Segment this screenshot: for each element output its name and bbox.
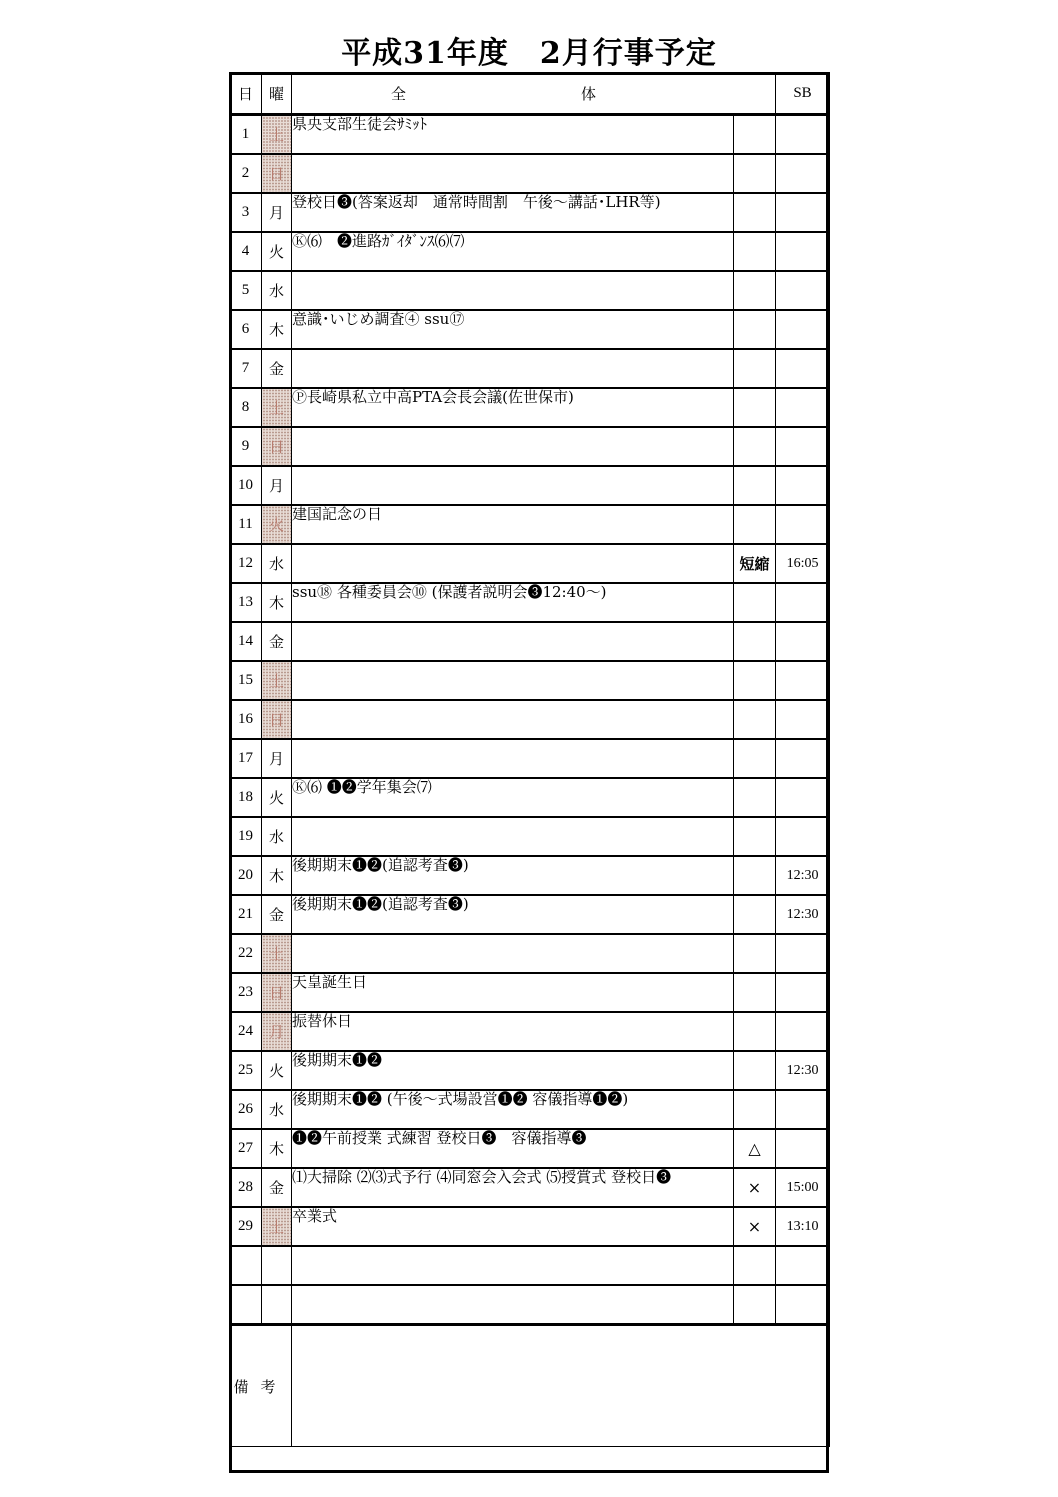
day-number: 12	[230, 544, 262, 583]
day-number: 9	[230, 427, 262, 466]
day-number: 14	[230, 622, 262, 661]
weekday-cell: 土	[262, 661, 292, 700]
weekday-cell: 金	[262, 622, 292, 661]
day-number: 5	[230, 271, 262, 310]
sb-time-cell: 12:30	[776, 895, 830, 934]
weekday-cell: 金	[262, 895, 292, 934]
weekday-cell: 月	[262, 193, 292, 232]
event-cell: ⑴大掃除 ⑵⑶式予行 ⑷同窓会入会式 ⑸授賞式 登校日❸	[292, 1168, 734, 1207]
day-number: 27	[230, 1129, 262, 1168]
weekday-cell: 土	[262, 934, 292, 973]
event-cell: Ⓟ長崎県私立中高PTA会長会議(佐世保市)	[292, 388, 734, 427]
day-number: 25	[230, 1051, 262, 1090]
event-cell: 卒業式	[292, 1207, 734, 1246]
header-weekday: 曜	[262, 73, 292, 115]
weekday-cell: 水	[262, 544, 292, 583]
day-number: 6	[230, 310, 262, 349]
weekday-cell: 水	[262, 817, 292, 856]
weekday-cell: 木	[262, 583, 292, 622]
day-number: 3	[230, 193, 262, 232]
day-number: 19	[230, 817, 262, 856]
weekday-cell: 木	[262, 310, 292, 349]
event-cell: ❶❷午前授業 式練習 登校日❸ 容儀指導❸	[292, 1129, 734, 1168]
day-number: 20	[230, 856, 262, 895]
day-number: 7	[230, 349, 262, 388]
event-cell: ssu⑱ 各種委員会⑩ (保護者説明会❸12:40～)	[292, 583, 734, 622]
mark-cell: 短縮	[734, 544, 776, 583]
sb-time-cell: 12:30	[776, 856, 830, 895]
weekday-cell: 土	[262, 1207, 292, 1246]
mark-cell: ×	[734, 1207, 776, 1246]
day-number: 10	[230, 466, 262, 505]
day-number: 18	[230, 778, 262, 817]
event-cell: Ⓚ⑹ ❶❷学年集会⑺	[292, 778, 734, 817]
weekday-cell: 月	[262, 466, 292, 505]
day-number: 28	[230, 1168, 262, 1207]
weekday-cell: 金	[262, 349, 292, 388]
weekday-cell: 月	[262, 739, 292, 778]
mark-cell: △	[734, 1129, 776, 1168]
event-cell: 後期期末❶❷(追認考査❸)	[292, 856, 734, 895]
day-number: 24	[230, 1012, 262, 1051]
day-number: 15	[230, 661, 262, 700]
table-frame	[229, 72, 829, 1473]
event-cell: 建国記念の日	[292, 505, 734, 544]
event-cell: 意識･いじめ調査④ ssu⑰	[292, 310, 734, 349]
day-number: 1	[230, 115, 262, 155]
event-cell: 後期期末❶❷	[292, 1051, 734, 1090]
weekday-cell: 土	[262, 115, 292, 155]
weekday-cell: 火	[262, 505, 292, 544]
event-cell: 後期期末❶❷(追認考査❸)	[292, 895, 734, 934]
event-cell: 後期期末❶❷ (午後～式場設営❶❷ 容儀指導❶❷)	[292, 1090, 734, 1129]
weekday-cell: 水	[262, 1090, 292, 1129]
sb-time-cell: 12:30	[776, 1051, 830, 1090]
event-cell: Ⓚ⑹ ❷進路ｶﾞｲﾀﾞﾝｽ⑹⑺	[292, 232, 734, 271]
day-number: 21	[230, 895, 262, 934]
weekday-cell: 土	[262, 388, 292, 427]
weekday-cell: 火	[262, 232, 292, 271]
header-all: 全 体	[292, 73, 776, 115]
weekday-cell: 日	[262, 973, 292, 1012]
weekday-cell: 火	[262, 778, 292, 817]
page-title: 平成31年度 2月行事予定	[341, 36, 717, 71]
weekday-cell: 火	[262, 1051, 292, 1090]
day-number: 13	[230, 583, 262, 622]
weekday-cell: 木	[262, 856, 292, 895]
header-sb: SB	[776, 73, 830, 115]
event-cell: 登校日❸(答案返却 通常時間割 午後～講話･LHR等)	[292, 193, 734, 232]
day-number: 11	[230, 505, 262, 544]
weekday-cell: 日	[262, 700, 292, 739]
day-number: 23	[230, 973, 262, 1012]
day-number: 16	[230, 700, 262, 739]
day-number: 22	[230, 934, 262, 973]
weekday-cell: 日	[262, 427, 292, 466]
event-cell: 県央支部生徒会ｻﾐｯﾄ	[292, 115, 734, 155]
sb-time-cell: 15:00	[776, 1168, 830, 1207]
day-number: 29	[230, 1207, 262, 1246]
day-number: 8	[230, 388, 262, 427]
notes-label: 備考	[230, 1325, 292, 1447]
sb-time-cell: 16:05	[776, 544, 830, 583]
mark-cell: ×	[734, 1168, 776, 1207]
weekday-cell: 水	[262, 271, 292, 310]
day-number: 17	[230, 739, 262, 778]
day-number: 4	[230, 232, 262, 271]
event-cell: 天皇誕生日	[292, 973, 734, 1012]
sb-time-cell: 13:10	[776, 1207, 830, 1246]
weekday-cell: 日	[262, 154, 292, 193]
event-cell: 振替休日	[292, 1012, 734, 1051]
header-day: 日	[230, 73, 262, 115]
day-number: 26	[230, 1090, 262, 1129]
weekday-cell: 金	[262, 1168, 292, 1207]
weekday-cell: 月	[262, 1012, 292, 1051]
day-number: 2	[230, 154, 262, 193]
weekday-cell: 木	[262, 1129, 292, 1168]
